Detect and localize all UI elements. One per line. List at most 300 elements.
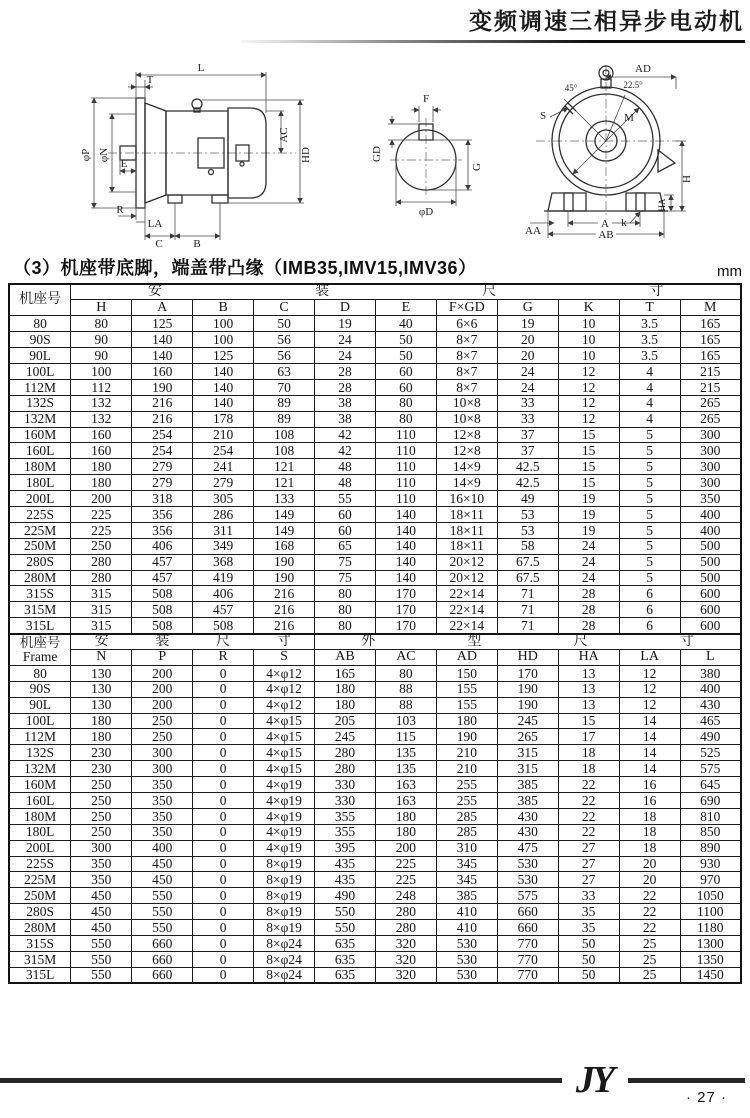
table-row [9, 395, 741, 411]
dimension-cell: 419 [193, 570, 254, 586]
footer-rule-right [628, 1078, 745, 1083]
dimension-cell: 89 [254, 395, 315, 411]
dimension-cell: 245 [497, 713, 558, 729]
dimension-cell: 16 [619, 777, 680, 793]
dim-label-E: E [120, 158, 128, 170]
dimension-cell: 19 [558, 506, 619, 522]
dimension-cell: 770 [497, 936, 558, 952]
dimension-cell: 49 [497, 491, 558, 507]
dimension-cell: 130 [71, 665, 132, 681]
dimension-cell: 25 [619, 936, 680, 952]
dimension-cell: 22 [619, 888, 680, 904]
dimension-cell: 395 [315, 840, 376, 856]
dimension-cell: 155 [436, 681, 497, 697]
dimension-cell: 4×φ19 [254, 824, 315, 840]
dimension-cell: 6 [619, 586, 680, 602]
dimension-cell: 230 [71, 745, 132, 761]
dimension-cell: 0 [193, 920, 254, 936]
dimension-cell: 254 [132, 443, 193, 459]
dimension-cell: 8×φ19 [254, 872, 315, 888]
table-row [9, 729, 741, 745]
dimension-cell: 0 [193, 761, 254, 777]
dimension-cell: 170 [497, 665, 558, 681]
dimension-cell: 380 [680, 665, 741, 681]
dimension-cell: 13 [558, 681, 619, 697]
dimension-cell: 112 [71, 379, 132, 395]
table-row [9, 443, 741, 459]
dimension-cell: 4×φ19 [254, 840, 315, 856]
dimension-cell: 20×12 [436, 570, 497, 586]
dimension-cell: 450 [71, 888, 132, 904]
dimension-cell: 140 [375, 522, 436, 538]
dimension-cell: 550 [132, 888, 193, 904]
dimension-cell: 33 [558, 888, 619, 904]
dimension-cell: 12×8 [436, 427, 497, 443]
dimension-cell: 55 [315, 491, 376, 507]
dimension-cell: 465 [680, 713, 741, 729]
dimension-cell: 285 [436, 808, 497, 824]
dimension-cell: 350 [132, 808, 193, 824]
dimension-cell: 490 [680, 729, 741, 745]
dimension-cell: 200 [132, 665, 193, 681]
dimension-cell: 12 [619, 681, 680, 697]
dimension-cell: 17 [558, 729, 619, 745]
dimension-cell: 132 [71, 411, 132, 427]
dimension-cell: 216 [254, 602, 315, 618]
dimension-cell: 350 [680, 491, 741, 507]
dimension-cell: 300 [71, 840, 132, 856]
dim-label-B: B [193, 238, 201, 248]
dimension-cell: 63 [254, 363, 315, 379]
dimension-cell: 350 [71, 872, 132, 888]
column-header: D [315, 300, 376, 316]
dimension-cell: 18 [558, 745, 619, 761]
dimension-cell: 248 [375, 888, 436, 904]
dimension-cell: 254 [132, 427, 193, 443]
dimension-cell: 16×10 [436, 491, 497, 507]
column-header: HD [497, 649, 558, 665]
dimension-cell: 315 [71, 618, 132, 634]
dimension-cell: 930 [680, 856, 741, 872]
dimension-cell: 3.5 [619, 316, 680, 332]
column-header: R [193, 649, 254, 665]
dimension-cell: 200 [132, 681, 193, 697]
dimension-cell: 5 [619, 443, 680, 459]
frame-number-cell: 90S [9, 332, 71, 348]
dimension-cell: 890 [680, 840, 741, 856]
dimension-cell: 22 [558, 793, 619, 809]
dimension-cell: 50 [254, 316, 315, 332]
dimension-cell: 60 [375, 379, 436, 395]
dimension-cell: 575 [680, 761, 741, 777]
dim-label-k: k [621, 217, 627, 229]
dimension-cell: 345 [436, 856, 497, 872]
dimension-cell: 53 [497, 506, 558, 522]
dimension-cell: 0 [193, 665, 254, 681]
dimension-cell: 4×φ19 [254, 793, 315, 809]
dimension-cell: 18×11 [436, 506, 497, 522]
dimension-cell: 215 [680, 363, 741, 379]
dimension-cell: 450 [132, 856, 193, 872]
dimension-cell: 205 [315, 713, 376, 729]
dimension-cell: 10 [558, 348, 619, 364]
dimension-cell: 4 [619, 363, 680, 379]
table-row [9, 936, 741, 952]
frame-number-cell: 132S [9, 395, 71, 411]
dimension-cell: 80 [375, 395, 436, 411]
dimension-cell: 58 [497, 538, 558, 554]
dimension-cell: 8×φ19 [254, 904, 315, 920]
dimension-cell: 315 [497, 745, 558, 761]
dimension-cell: 1180 [680, 920, 741, 936]
dimension-cell: 1050 [680, 888, 741, 904]
dimension-cell: 37 [497, 443, 558, 459]
dimension-cell: 210 [193, 427, 254, 443]
dimension-cell: 4 [619, 411, 680, 427]
frame-number-cell: 90L [9, 348, 71, 364]
frame-number-cell: 225M [9, 872, 71, 888]
dimension-cell: 180 [315, 681, 376, 697]
dimension-cell: 70 [254, 379, 315, 395]
dimension-cell: 225 [375, 856, 436, 872]
dimension-cell: 225 [71, 522, 132, 538]
dimension-cell: 12×8 [436, 443, 497, 459]
dimension-cell: 250 [71, 824, 132, 840]
dimension-cell: 1350 [680, 951, 741, 967]
dim-label-HD: HD [300, 147, 312, 163]
table-row [9, 697, 741, 713]
frame-number-cell: 315M [9, 951, 71, 967]
dimension-cell: 53 [497, 522, 558, 538]
dimension-cell: 33 [497, 411, 558, 427]
dimension-cell: 315 [497, 761, 558, 777]
dimension-cell: 24 [558, 538, 619, 554]
dimension-cell: 42.5 [497, 459, 558, 475]
dimension-cell: 18 [619, 824, 680, 840]
dimension-cell: 13 [558, 697, 619, 713]
dimension-cell: 38 [315, 411, 376, 427]
dimension-cell: 315 [71, 602, 132, 618]
frame-number-cell: 112M [9, 379, 71, 395]
frame-number-cell: 132M [9, 761, 71, 777]
column-header: K [558, 300, 619, 316]
dimension-cell: 215 [680, 379, 741, 395]
frame-number-cell: 225M [9, 522, 71, 538]
dim-label-GD: GD [371, 146, 383, 162]
dimension-cell: 20 [619, 872, 680, 888]
dimension-cell: 33 [497, 395, 558, 411]
table-row [9, 475, 741, 491]
dimension-cell: 350 [132, 824, 193, 840]
dimension-cell: 8×φ24 [254, 936, 315, 952]
frame-number-cell: 315L [9, 967, 71, 983]
dimension-cell: 170 [375, 586, 436, 602]
dimension-cell: 27 [558, 856, 619, 872]
column-header: M [680, 300, 741, 316]
dimension-cell: 300 [680, 443, 741, 459]
table-subheader-row [9, 300, 741, 316]
dimension-cell: 550 [132, 920, 193, 936]
dimension-cell: 130 [71, 681, 132, 697]
dimension-cell: 6 [619, 602, 680, 618]
dimension-cell: 5 [619, 459, 680, 475]
dimension-cell: 165 [680, 332, 741, 348]
dimension-cell: 635 [315, 951, 376, 967]
frame-number-cell: 112M [9, 729, 71, 745]
dimension-cell: 14 [619, 729, 680, 745]
dimension-cell: 10×8 [436, 395, 497, 411]
frame-number-cell: 280M [9, 570, 71, 586]
dim-label-LA: LA [147, 218, 163, 230]
table-row [9, 793, 741, 809]
dimension-cell: 115 [375, 729, 436, 745]
dimension-cell: 15 [558, 443, 619, 459]
table-row [9, 745, 741, 761]
dimension-cell: 103 [375, 713, 436, 729]
dimension-cell: 4 [619, 379, 680, 395]
dimension-cell: 350 [132, 777, 193, 793]
table-header-row [9, 284, 741, 300]
dimension-cell: 430 [497, 824, 558, 840]
table-row [9, 872, 741, 888]
table-row [9, 570, 741, 586]
dimension-cell: 300 [680, 475, 741, 491]
column-header: T [619, 300, 680, 316]
dim-label-225deg: 22.5° [623, 80, 643, 90]
dimension-cell: 50 [558, 951, 619, 967]
dimension-cell: 575 [497, 888, 558, 904]
dimension-cell: 250 [132, 713, 193, 729]
dimension-cell: 190 [436, 729, 497, 745]
outline-dims-group-header: 外 型 尺 寸 [315, 634, 741, 650]
dimension-cell: 50 [375, 332, 436, 348]
dimension-cell: 0 [193, 888, 254, 904]
frame-number-cell: 160M [9, 427, 71, 443]
unit-label: mm [717, 263, 742, 280]
column-header: HA [558, 649, 619, 665]
dimension-cell: 0 [193, 856, 254, 872]
dimension-cell: 168 [254, 538, 315, 554]
dimension-cell: 163 [375, 777, 436, 793]
dimension-cell: 0 [193, 745, 254, 761]
dimension-cell: 50 [558, 967, 619, 983]
dimension-cell: 8×7 [436, 379, 497, 395]
dimension-cell: 100 [193, 332, 254, 348]
dimension-cell: 160 [132, 363, 193, 379]
dimension-cell: 4×φ12 [254, 665, 315, 681]
dimension-cell: 110 [375, 491, 436, 507]
dimension-cell: 20 [619, 856, 680, 872]
dimension-cell: 435 [315, 856, 376, 872]
dimension-cell: 8×φ24 [254, 951, 315, 967]
frame-number-cell: 200L [9, 840, 71, 856]
dimension-cell: 149 [254, 506, 315, 522]
dimension-cell: 180 [375, 824, 436, 840]
dimension-cell: 279 [132, 459, 193, 475]
dimension-cell: 350 [71, 856, 132, 872]
dimension-cell: 300 [132, 761, 193, 777]
dimension-cell: 27 [558, 872, 619, 888]
table-row [9, 332, 741, 348]
frame-number-cell: 90S [9, 681, 71, 697]
dimension-cell: 190 [254, 570, 315, 586]
dimension-cell: 3.5 [619, 332, 680, 348]
dimension-cell: 190 [497, 697, 558, 713]
dimension-cell: 311 [193, 522, 254, 538]
dimension-cell: 5 [619, 522, 680, 538]
dimension-cell: 635 [315, 967, 376, 983]
dimension-cell: 80 [71, 316, 132, 332]
dimension-cell: 60 [315, 506, 376, 522]
dimension-cell: 250 [71, 808, 132, 824]
dimension-cell: 18 [558, 761, 619, 777]
shaft-section-drawing [360, 88, 500, 218]
dimension-cell: 4 [619, 395, 680, 411]
dimension-cell: 0 [193, 777, 254, 793]
dimension-cell: 75 [315, 570, 376, 586]
dimension-cell: 135 [375, 745, 436, 761]
dimension-cell: 216 [254, 618, 315, 634]
dimension-cell: 170 [375, 602, 436, 618]
dimension-cell: 0 [193, 793, 254, 809]
dimension-cell: 12 [558, 363, 619, 379]
dimension-cell: 550 [71, 951, 132, 967]
dimension-cell: 770 [497, 951, 558, 967]
dim-label-AB: AB [598, 229, 614, 240]
dimension-cell: 163 [375, 793, 436, 809]
dimension-cell: 508 [132, 602, 193, 618]
dimension-cell: 15 [558, 427, 619, 443]
dimension-cell: 225 [375, 872, 436, 888]
column-header: C [254, 300, 315, 316]
dimension-cell: 0 [193, 872, 254, 888]
dimension-cell: 850 [680, 824, 741, 840]
dimension-cell: 35 [558, 920, 619, 936]
dimension-cell: 200 [71, 491, 132, 507]
outline-dimensions-table [8, 633, 742, 985]
dimension-cell: 285 [436, 824, 497, 840]
dimension-cell: 368 [193, 554, 254, 570]
dimension-cell: 22 [558, 777, 619, 793]
dim-label-AD: AD [635, 63, 651, 75]
dimension-cell: 90 [71, 348, 132, 364]
dimension-cell: 0 [193, 967, 254, 983]
dimension-cell: 250 [71, 793, 132, 809]
dimension-cell: 385 [497, 777, 558, 793]
dimension-cell: 18×11 [436, 522, 497, 538]
dimension-cell: 24 [558, 570, 619, 586]
dimension-cell: 42 [315, 427, 376, 443]
table-row [9, 951, 741, 967]
frame-number-cell: 160L [9, 793, 71, 809]
dimension-cell: 165 [315, 665, 376, 681]
frame-header-en: Frame [22, 648, 58, 664]
column-header: AC [375, 649, 436, 665]
dimension-tables [8, 283, 742, 984]
dimension-cell: 265 [680, 395, 741, 411]
column-header: AD [436, 649, 497, 665]
table-subheader-row [9, 649, 741, 665]
dimension-cell: 88 [375, 697, 436, 713]
dim-label-S: S [539, 110, 547, 122]
dimension-cell: 300 [680, 427, 741, 443]
dimension-cell: 19 [497, 316, 558, 332]
dimension-cell: 140 [193, 395, 254, 411]
table-row [9, 777, 741, 793]
dimension-cell: 400 [680, 506, 741, 522]
dimension-cell: 265 [680, 411, 741, 427]
dimension-cell: 28 [315, 363, 376, 379]
dimension-cell: 12 [619, 665, 680, 681]
section-heading: （3）机座带底脚，端盖带凸缘（IMB35,IMV15,IMV36） [13, 258, 477, 278]
dimension-cell: 550 [132, 904, 193, 920]
page-number: · 27 · [686, 1089, 728, 1106]
frame-number-cell: 200L [9, 491, 71, 507]
dimension-cell: 75 [315, 554, 376, 570]
dimension-cell: 19 [558, 522, 619, 538]
title-rule [242, 40, 745, 43]
dimension-cell: 508 [193, 618, 254, 634]
frame-number-cell: 315S [9, 586, 71, 602]
dimension-cell: 315 [71, 586, 132, 602]
dimension-cell: 14×9 [436, 475, 497, 491]
table-row [9, 665, 741, 681]
dimension-cell: 48 [315, 475, 376, 491]
dimension-cell: 280 [71, 554, 132, 570]
dimension-cell: 3.5 [619, 348, 680, 364]
dimension-cell: 508 [132, 618, 193, 634]
dimension-cell: 0 [193, 729, 254, 745]
dimension-cell: 140 [193, 363, 254, 379]
dimension-cell: 90 [71, 332, 132, 348]
dimension-cell: 71 [497, 602, 558, 618]
dimension-cell: 280 [375, 904, 436, 920]
dimension-cell: 450 [71, 904, 132, 920]
dimension-cell: 15 [558, 713, 619, 729]
dimension-cell: 550 [71, 967, 132, 983]
dimension-cell: 80 [315, 602, 376, 618]
table-row [9, 538, 741, 554]
dimension-cell: 0 [193, 697, 254, 713]
table-row [9, 920, 741, 936]
dimension-cell: 18×11 [436, 538, 497, 554]
column-header: G [497, 300, 558, 316]
frame-number-cell: 180L [9, 824, 71, 840]
frame-header-cn: 机座号 [19, 635, 61, 651]
dimension-cell: 200 [132, 697, 193, 713]
dimension-cell: 110 [375, 459, 436, 475]
dimension-cell: 8×φ19 [254, 856, 315, 872]
dimension-cell: 16 [619, 793, 680, 809]
dimension-cell: 5 [619, 475, 680, 491]
dimension-cell: 14 [619, 761, 680, 777]
dimension-cell: 22 [558, 824, 619, 840]
dimension-cell: 42 [315, 443, 376, 459]
dimension-cell: 550 [315, 920, 376, 936]
dimension-cell: 25 [619, 967, 680, 983]
dimension-cell: 18 [619, 840, 680, 856]
dim-label-45deg: 45° [564, 83, 578, 93]
dim-label-phiP: φP [80, 148, 92, 162]
dimension-cell: 349 [193, 538, 254, 554]
dimension-cell: 1300 [680, 936, 741, 952]
frame-number-cell: 315S [9, 936, 71, 952]
table-header-row [9, 634, 741, 650]
page-title: 变频调速三相异步电动机 [469, 8, 744, 34]
dimension-cell: 100 [71, 363, 132, 379]
dimension-cell: 190 [132, 379, 193, 395]
dimension-cell: 140 [375, 570, 436, 586]
